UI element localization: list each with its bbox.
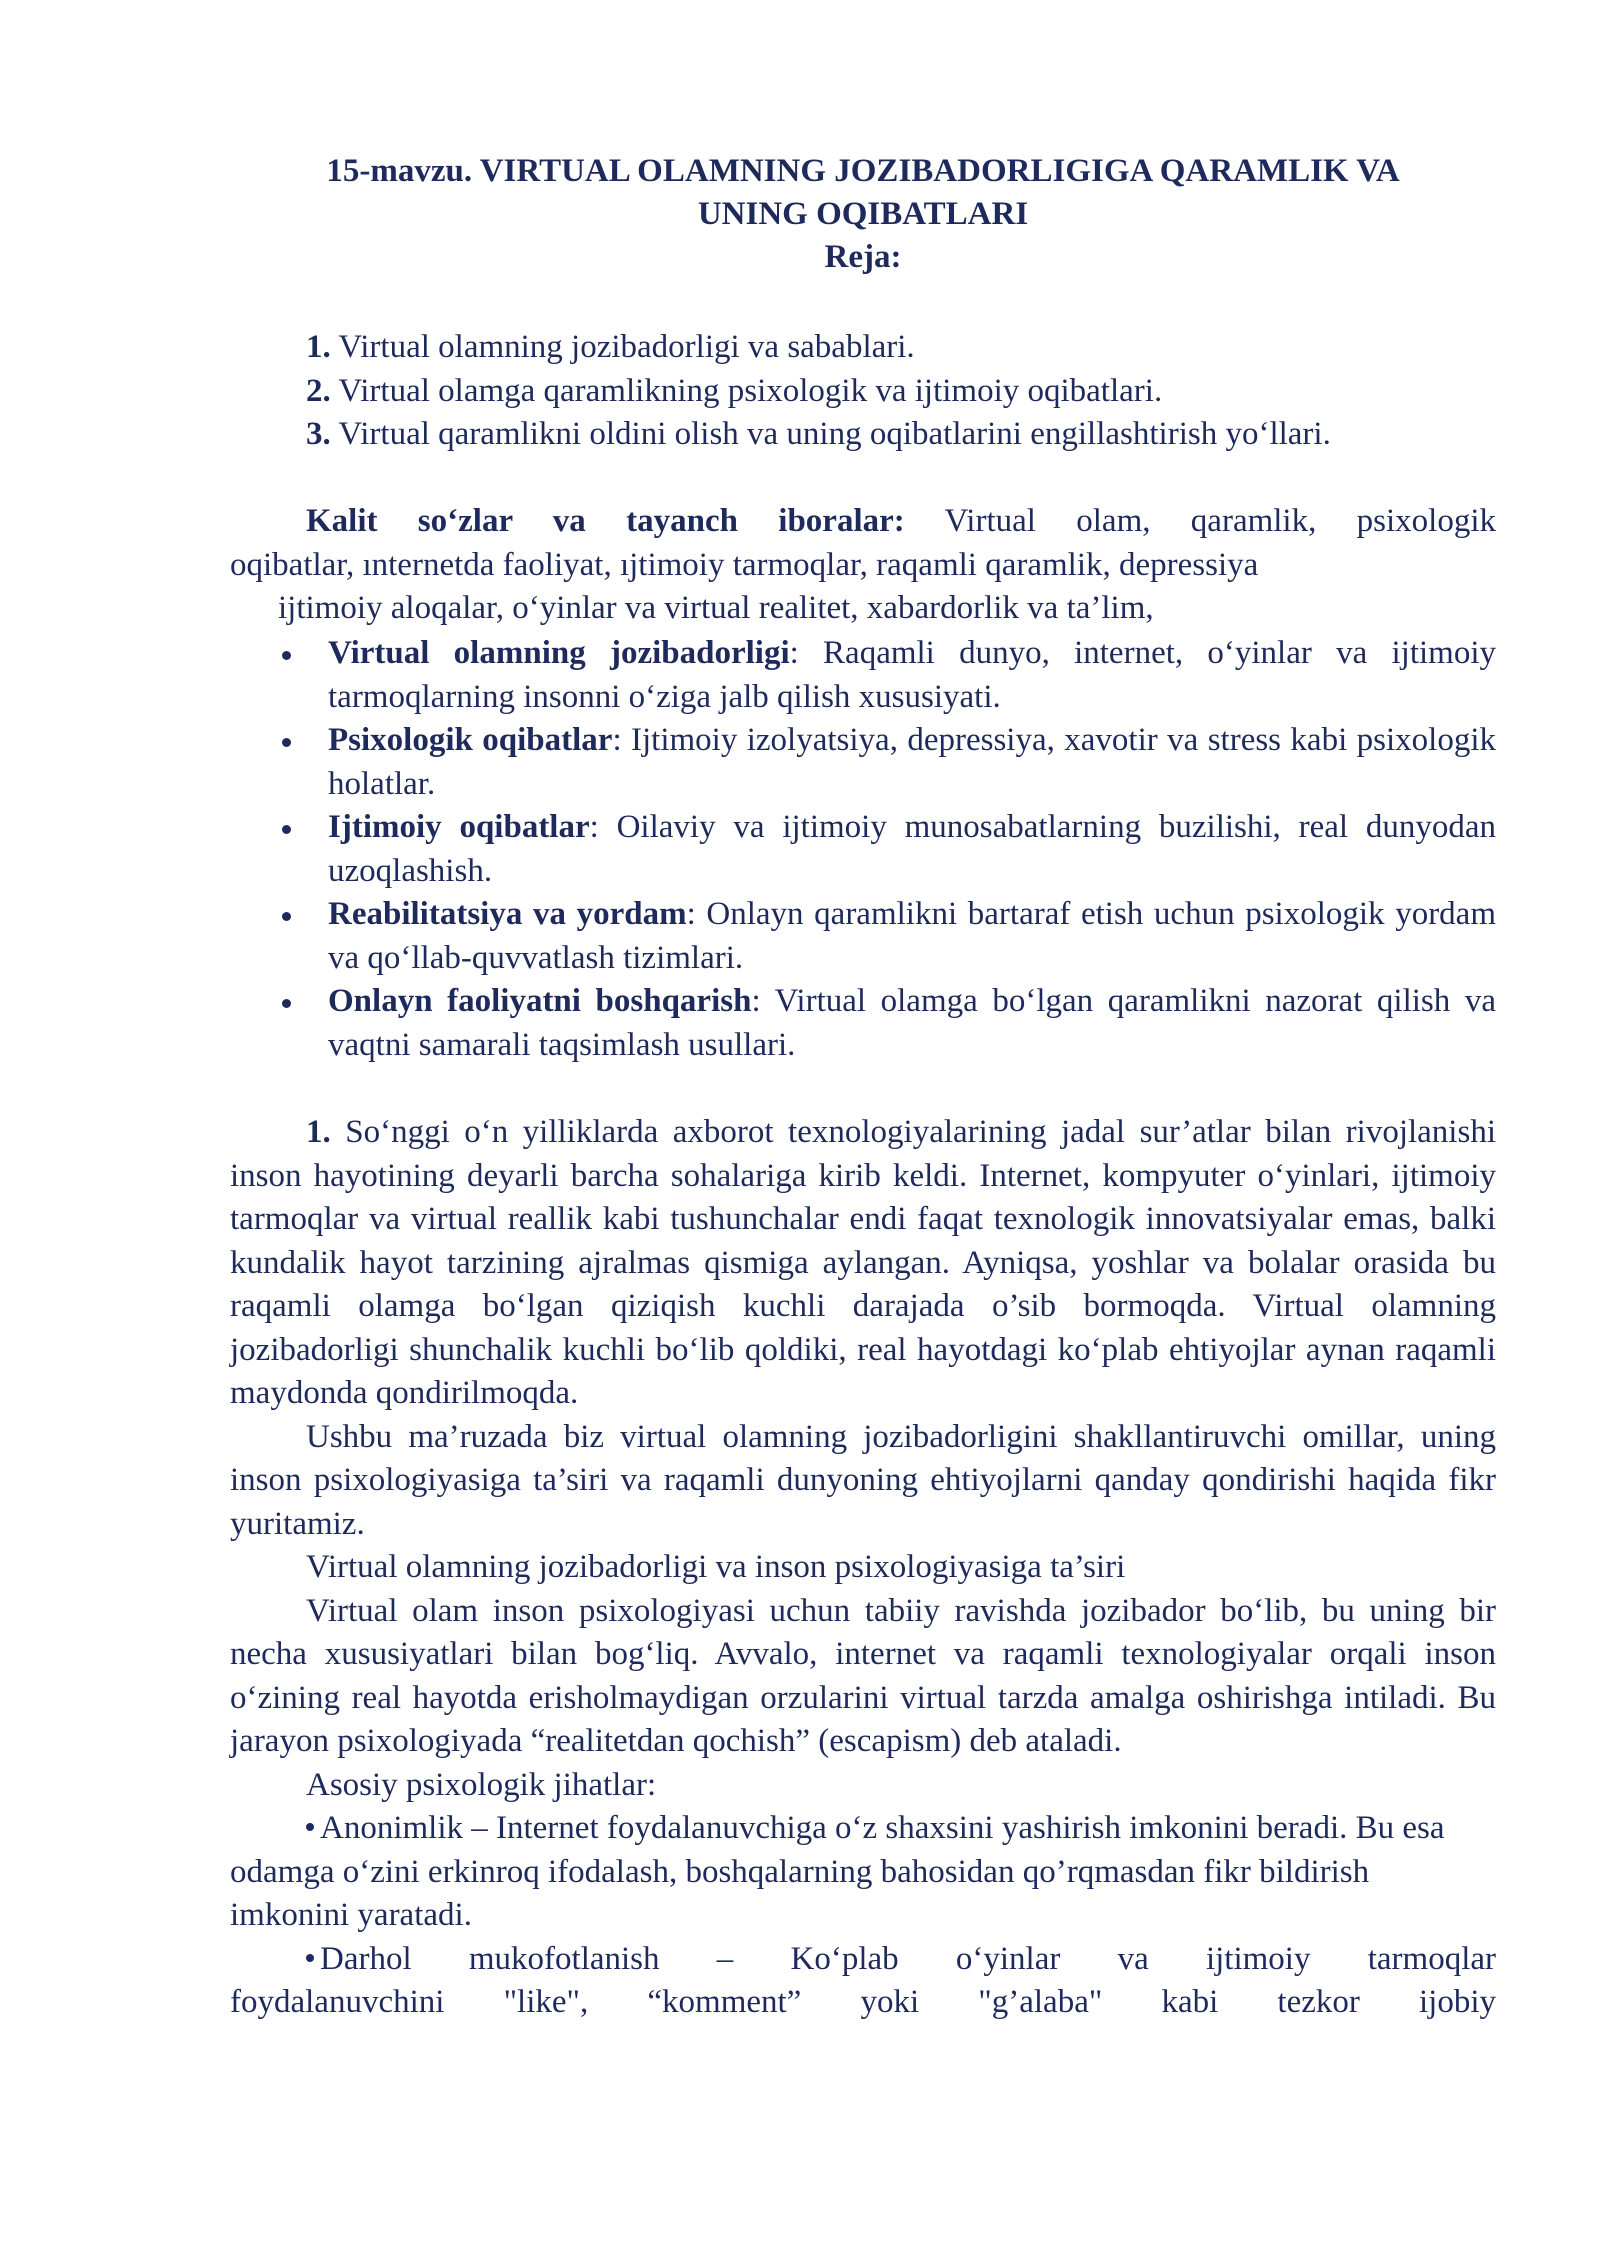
paragraph: Ushbu ma’ruzada biz virtual olamning jozibadorligini shakllantiruvchi omillar, uning inson psixologiyasiga ta’siri va raqamli dunyoning ehtiyojlarni qanday qondirishi haqida fikr yuritamiz.: [230, 1418, 1496, 1542]
plan-heading: Reja:: [824, 239, 902, 275]
paragraph: [230, 1111, 1496, 1416]
subheading: Virtual olamning jozibadorligi va inson psixologiyasiga ta’siri: [306, 1549, 1126, 1585]
title-line-1: 15-mavzu. VIRTUAL OLAMNING JOZIBADORLIGIGA QARAMLIK VA: [326, 153, 1400, 189]
title-line-2: UNING OQIBATLARI: [697, 196, 1029, 232]
plan-item-number: 2.: [306, 372, 331, 409]
bullet-icon: [282, 999, 291, 1008]
aspects-heading: Asosiy psixologik jihatlar:: [306, 1766, 657, 1803]
paragraph-text: So‘nggi o‘n yilliklarda axborot texnologiyalarining jadal sur’atlar bilan rivojlanishi inson hayotining deyarli barcha sohalariga kirib keldi. Internet, kompyuter o‘yinlari, ijtimoiy tarmoqlar va virtual reallik kabi tushunchalar endi faqat texnologik innovatsiyalar emas, balki kundalik hayot tarzining ajralmas qismiga aylangan. Ayniqsa, yoshlar va bolalar orasida bu raqamli olamga bo‘lgan qiziqish kuchli darajada o’sib bormoqda. Virtual olamning jozibadorligi shunchalik kuchli bo‘lib qoldiki, real hayotdagi ko‘plab ehtiyojlar aynan raqamli maydonda qondirilmoqda.: [230, 1114, 1496, 1411]
aspect-item: [230, 1938, 1496, 1982]
definition-term: Virtual olamning jozibadorligi: [328, 635, 790, 671]
document-title: [230, 150, 1496, 279]
section-1: [230, 1111, 1496, 2025]
aspect-item: [230, 1807, 1496, 1938]
definition-term: Reabilitatsiya va yordam: [328, 896, 687, 932]
definition-term: Onlayn faoliyatni boshqarish: [328, 983, 752, 1019]
plan-item-number: 3.: [306, 416, 331, 452]
definition-item: [230, 719, 1496, 806]
definition-item: [230, 980, 1496, 1067]
definition-term: Ijtimoiy oqibatlar: [328, 809, 590, 845]
bullet-icon: [282, 738, 291, 747]
aspect-continuation: foydalanuvchini "like", “komment” yoki "g’alaba" kabi tezkor ijobiy: [230, 1984, 1496, 2020]
keywords-line-1: [230, 500, 1496, 544]
definition-item: [230, 893, 1496, 980]
definition-item: [230, 632, 1496, 719]
keywords-section: [230, 500, 1496, 631]
paragraph: Virtual olam inson psixologiyasi uchun tabiiy ravishda jozibador bo‘lib, bu uning bir necha xususiyatlari bilan bog‘liq. Avvalo, internet va raqamli texnologiyalar orqali inson o‘zining real hayotda erisholmaydigan orzularini virtual tarzda amalga oshirishga intiladi. Bu jarayon psixologiyada “realitetdan qochish” (escapism) deb ataladi.: [230, 1592, 1496, 1759]
definition-text: : Raqamli dunyo, internet, o‘yinlar va ijtimoiy tarmoqlarning insonni o‘ziga jalb qilish xususiyati.: [328, 635, 1496, 715]
plan-item-text: Virtual olamning jozibadorligi va sabablari.: [330, 329, 915, 365]
definition-text: : Onlayn qaramlikni bartaraf etish uchun psixologik yordam va qo‘llab-quvvatlash tizimlari.: [328, 896, 1496, 976]
definitions-list: [230, 632, 1496, 1067]
plan-item: [306, 326, 1506, 370]
bullet-icon: [306, 1823, 314, 1831]
aspect-text: Darhol mukofotlanish – Ko‘plab o‘yinlar va ijtimoiy tarmoqlar: [320, 1940, 1496, 1977]
bullet-icon: [282, 825, 291, 834]
keywords-text: Virtual olam, qaramlik, psixologik: [904, 503, 1496, 539]
definition-text: : Oilaviy va ijtimoiy munosabatlarning buzilishi, real dunyodan uzoqlashish.: [328, 809, 1496, 889]
keywords-label: Kalit so‘zlar va tayanch iboralar:: [306, 503, 905, 539]
bullet-icon: [282, 912, 291, 921]
definition-item: [230, 806, 1496, 893]
keywords-line-3: ijtimoiy aloqalar, o‘yinlar va virtual realitet, xabardorlik va ta’lim,: [278, 590, 1154, 626]
bullet-icon: [306, 1954, 314, 1962]
definition-text: : Virtual olamga bo‘lgan qaramlikni nazorat qilish va vaqtni samarali taqsimlash usullari.: [328, 983, 1496, 1063]
definition-term: Psixologik oqibatlar: [328, 722, 613, 758]
section-number: 1.: [306, 1114, 331, 1150]
aspect-text: Anonimlik – Internet foydalanuvchiga o‘z shaxsini yashirish imkonini beradi. Bu esa odamga o‘zini erkinroq ifodalash, boshqalarning bahosidan qo’rqmasdan fikr bildirish imkonini yaratadi.: [230, 1810, 1445, 1933]
plan-item-text: Virtual olamga qaramlikning psixologik va ijtimoiy oqibatlari.: [330, 372, 1163, 409]
bullet-icon: [282, 651, 291, 660]
keywords-line-2: oqibatlar, ınternetda faoliyat, ıjtimoiy tarmoqlar, raqamli qaramlik, depressiya: [230, 546, 1259, 583]
plan-item: [306, 413, 1506, 457]
plan-item-text: Virtual qaramlikni oldini olish va uning oqibatlarini engillashtirish yo‘llari.: [330, 416, 1331, 452]
definition-text: : Ijtimoiy izolyatsiya, depressiya, xavotir va stress kabi psixologik holatlar.: [328, 722, 1496, 802]
plan-list: [306, 326, 1506, 457]
plan-item: [306, 370, 1506, 414]
plan-item-number: 1.: [306, 329, 331, 365]
